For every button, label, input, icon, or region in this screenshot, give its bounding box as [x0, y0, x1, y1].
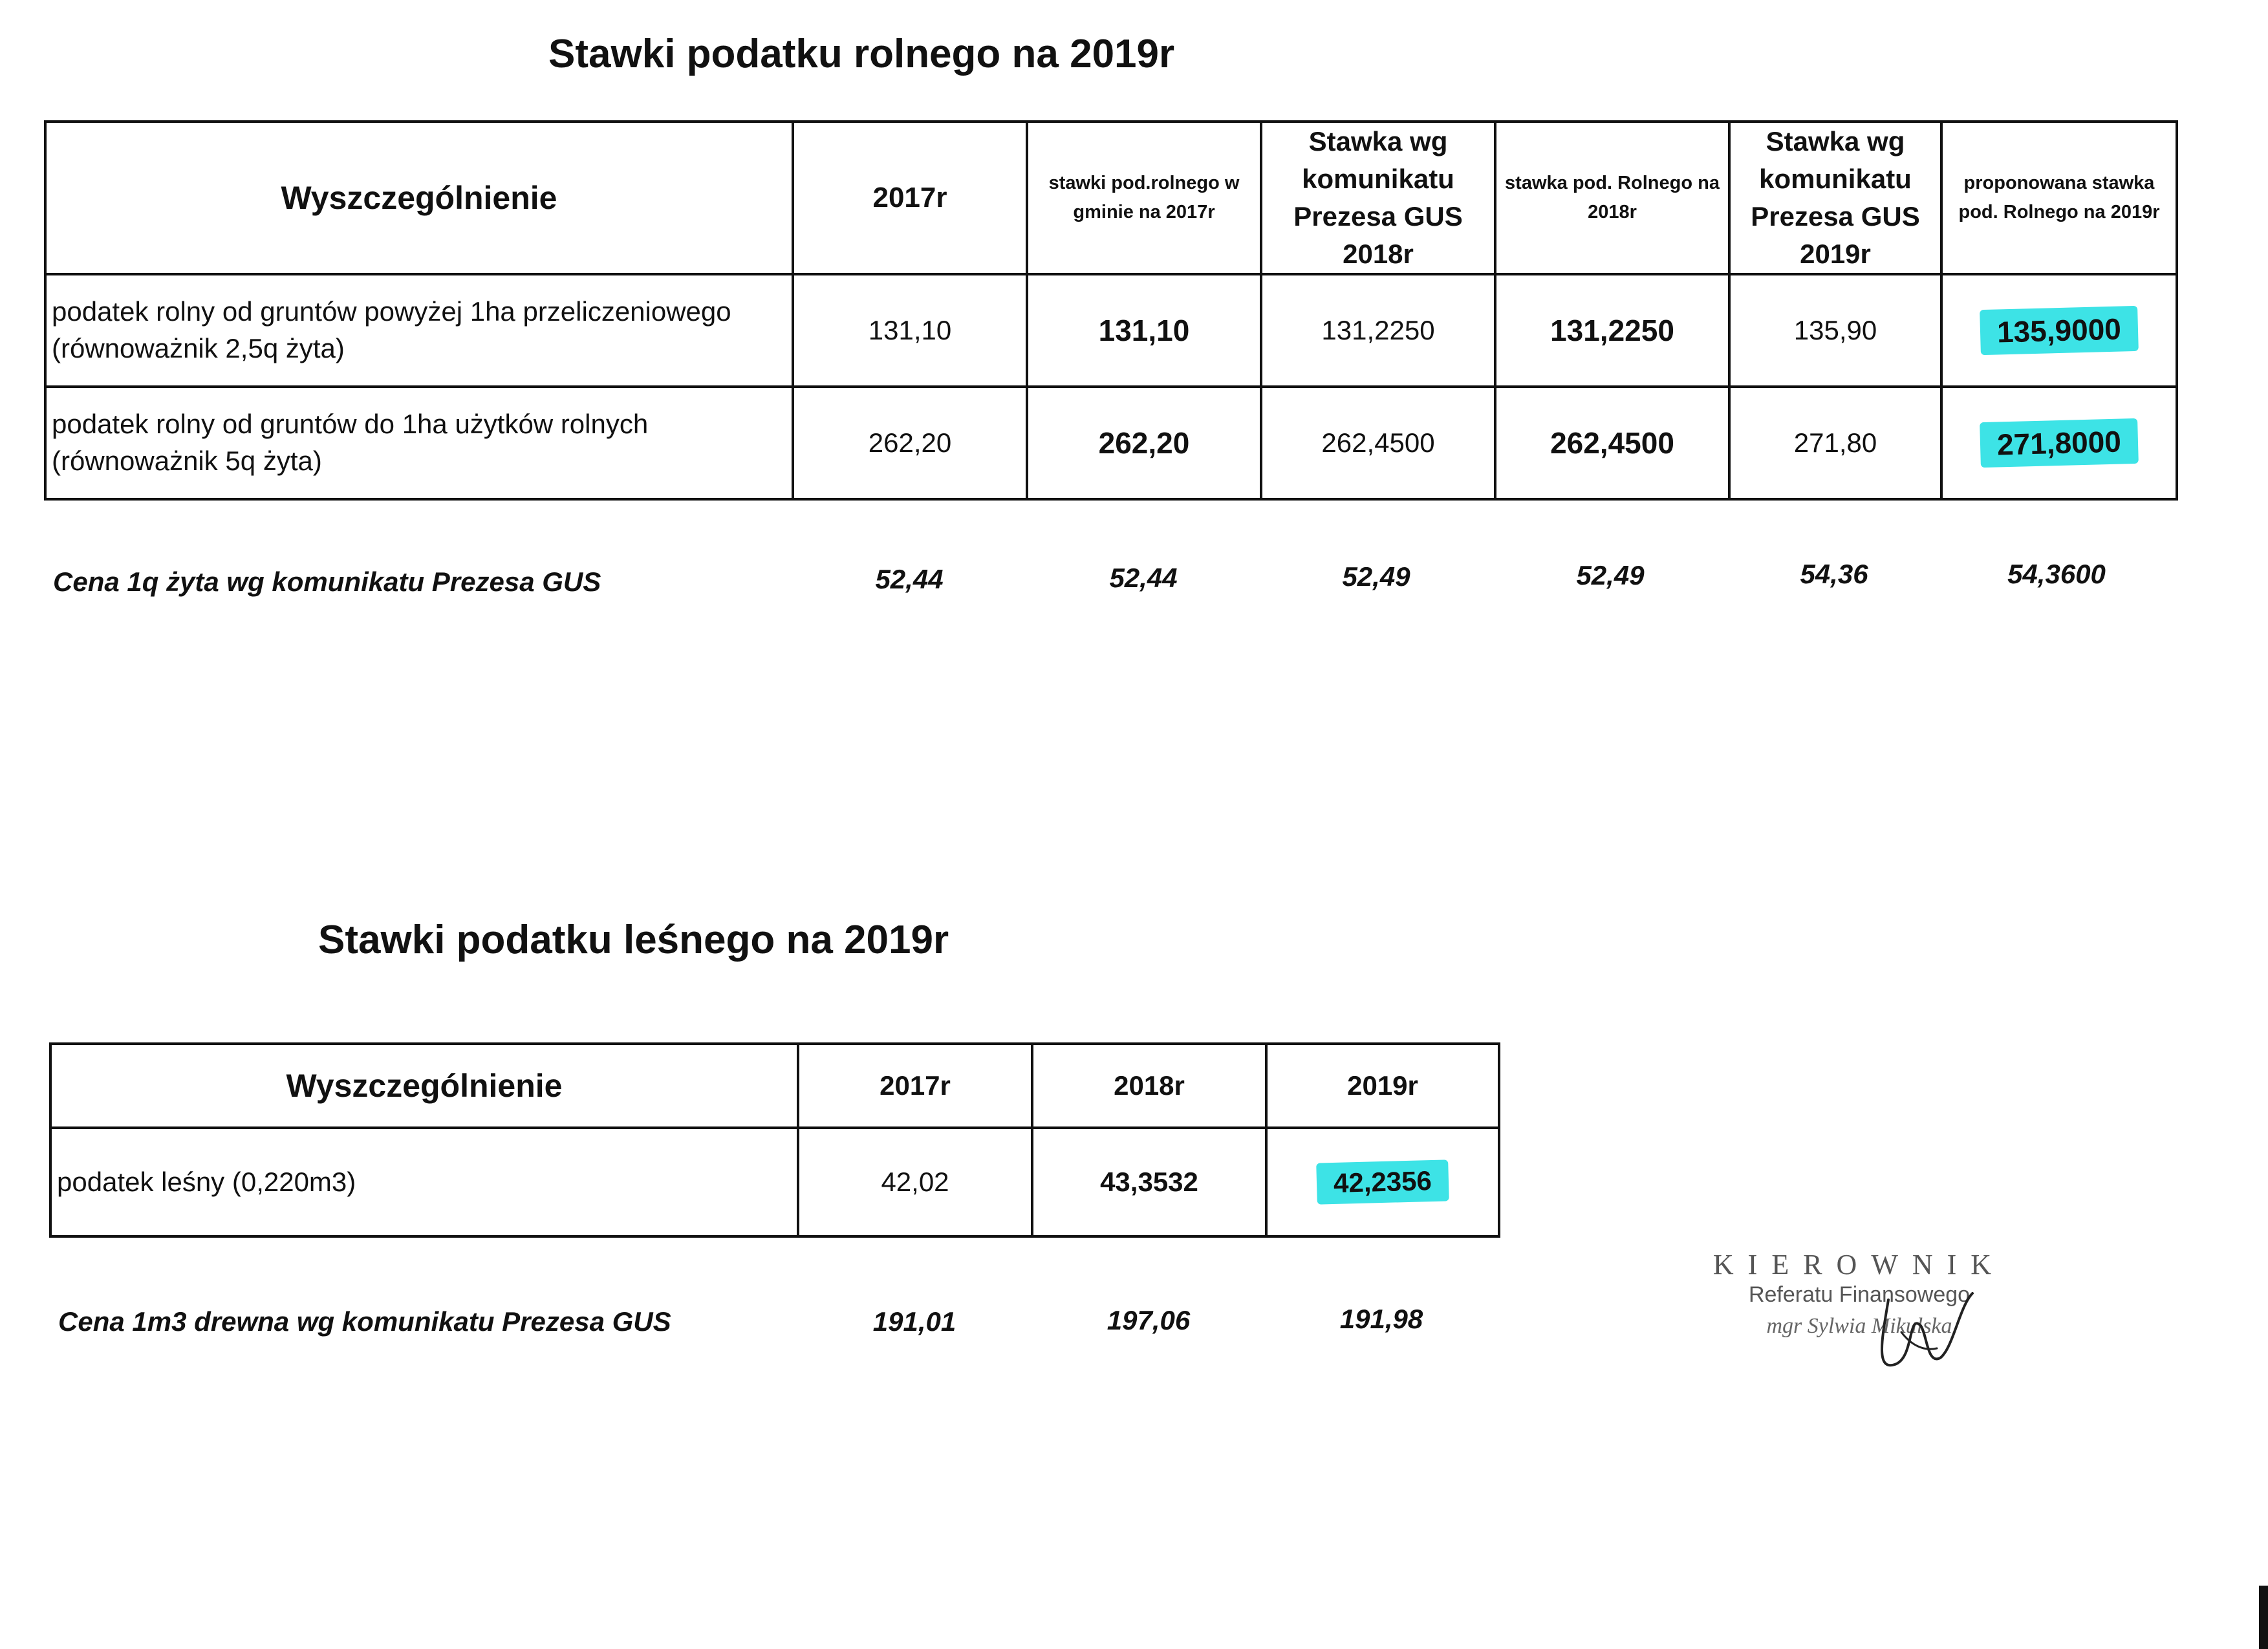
- highlighted-value: 42,2356: [1316, 1159, 1449, 1204]
- cell-2017: 262,20: [793, 387, 1027, 499]
- rye-price-gus-2018: 52,49: [1342, 561, 1410, 592]
- forest-tax-title: Stawki podatku leśnego na 2019r: [318, 918, 949, 962]
- rye-price-label: Cena 1q żyta wg komunikatu Prezesa GUS: [53, 566, 601, 597]
- rye-price-gmina-2017: 52,44: [1109, 563, 1178, 593]
- header-desc: Wyszczególnienie: [50, 1044, 798, 1128]
- rye-price-2017: 52,44: [875, 564, 944, 594]
- agri-tax-table: [44, 120, 2178, 501]
- table-row: [50, 1128, 1499, 1236]
- table-row: [45, 387, 2177, 499]
- signature-icon: [1863, 1287, 1992, 1384]
- cell-rate-2018: 262,4500: [1495, 387, 1729, 499]
- highlighted-value: 135,9000: [1980, 306, 2139, 355]
- cell-gmina-2017: 131,10: [1027, 274, 1261, 387]
- row-desc: podatek rolny od gruntów powyżej 1ha przeliczeniowego (równoważnik 2,5q żyta): [45, 274, 793, 387]
- header-2017: 2017r: [793, 122, 1027, 274]
- stamp-department: Referatu Finansowego: [1748, 1282, 1971, 1307]
- cell-proposed-2019: [1941, 274, 2177, 387]
- rye-price-proposed-2019: 54,3600: [2007, 559, 2106, 589]
- forest-header-row: [50, 1044, 1499, 1128]
- header-gus-2018: Stawka wg komunikatu Prezesa GUS 2018r: [1261, 122, 1495, 274]
- wood-price-2019: 191,98: [1339, 1304, 1423, 1334]
- wood-price-2017: 191,01: [872, 1306, 956, 1337]
- rye-price-rate-2018: 52,49: [1576, 560, 1645, 590]
- header-rate-2018: stawka pod. Rolnego na 2018r: [1495, 122, 1729, 274]
- header-gus-2019: Stawka wg komunikatu Prezesa GUS 2019r: [1729, 122, 1941, 274]
- cell-gmina-2017: 262,20: [1027, 387, 1261, 499]
- agri-tax-title: Stawki podatku rolnego na 2019r: [548, 32, 1175, 76]
- rye-price-gus-2019: 54,36: [1800, 559, 1868, 589]
- cell-gus-2019: 135,90: [1729, 274, 1941, 387]
- stamp-title: KIEROWNIK: [1712, 1249, 2006, 1280]
- stamp-name: mgr Sylwia Mikulska: [1766, 1314, 1952, 1338]
- cell-rate-2018: 131,2250: [1495, 274, 1729, 387]
- header-2017: 2017r: [798, 1044, 1032, 1128]
- header-2019: 2019r: [1266, 1044, 1499, 1128]
- row-desc: podatek leśny (0,220m3): [50, 1128, 798, 1236]
- edge-mark: [2259, 1586, 2268, 1649]
- highlighted-value: 271,8000: [1980, 418, 2139, 468]
- cell-proposed-2019: [1941, 387, 2177, 499]
- table-row: [45, 274, 2177, 387]
- cell-gus-2018: 131,2250: [1261, 274, 1495, 387]
- cell-2018: 43,3532: [1032, 1128, 1266, 1236]
- header-2018: 2018r: [1032, 1044, 1266, 1128]
- header-desc: Wyszczególnienie: [45, 122, 793, 274]
- row-desc: podatek rolny od gruntów do 1ha użytków rolnych (równoważnik 5q żyta): [45, 387, 793, 499]
- wood-price-label: Cena 1m3 drewna wg komunikatu Prezesa GUS: [58, 1306, 671, 1337]
- cell-gus-2019: 271,80: [1729, 387, 1941, 499]
- cell-2017: 131,10: [793, 274, 1027, 387]
- agri-header-row: [45, 122, 2177, 274]
- cell-2019: [1266, 1128, 1499, 1236]
- cell-gus-2018: 262,4500: [1261, 387, 1495, 499]
- wood-price-2018: 197,06: [1107, 1305, 1191, 1335]
- header-proposed-2019: proponowana stawka pod. Rolnego na 2019r: [1941, 122, 2177, 274]
- header-gmina-2017: stawki pod.rolnego w gminie na 2017r: [1027, 122, 1261, 274]
- forest-tax-table: [49, 1042, 1500, 1238]
- cell-2017: 42,02: [798, 1128, 1032, 1236]
